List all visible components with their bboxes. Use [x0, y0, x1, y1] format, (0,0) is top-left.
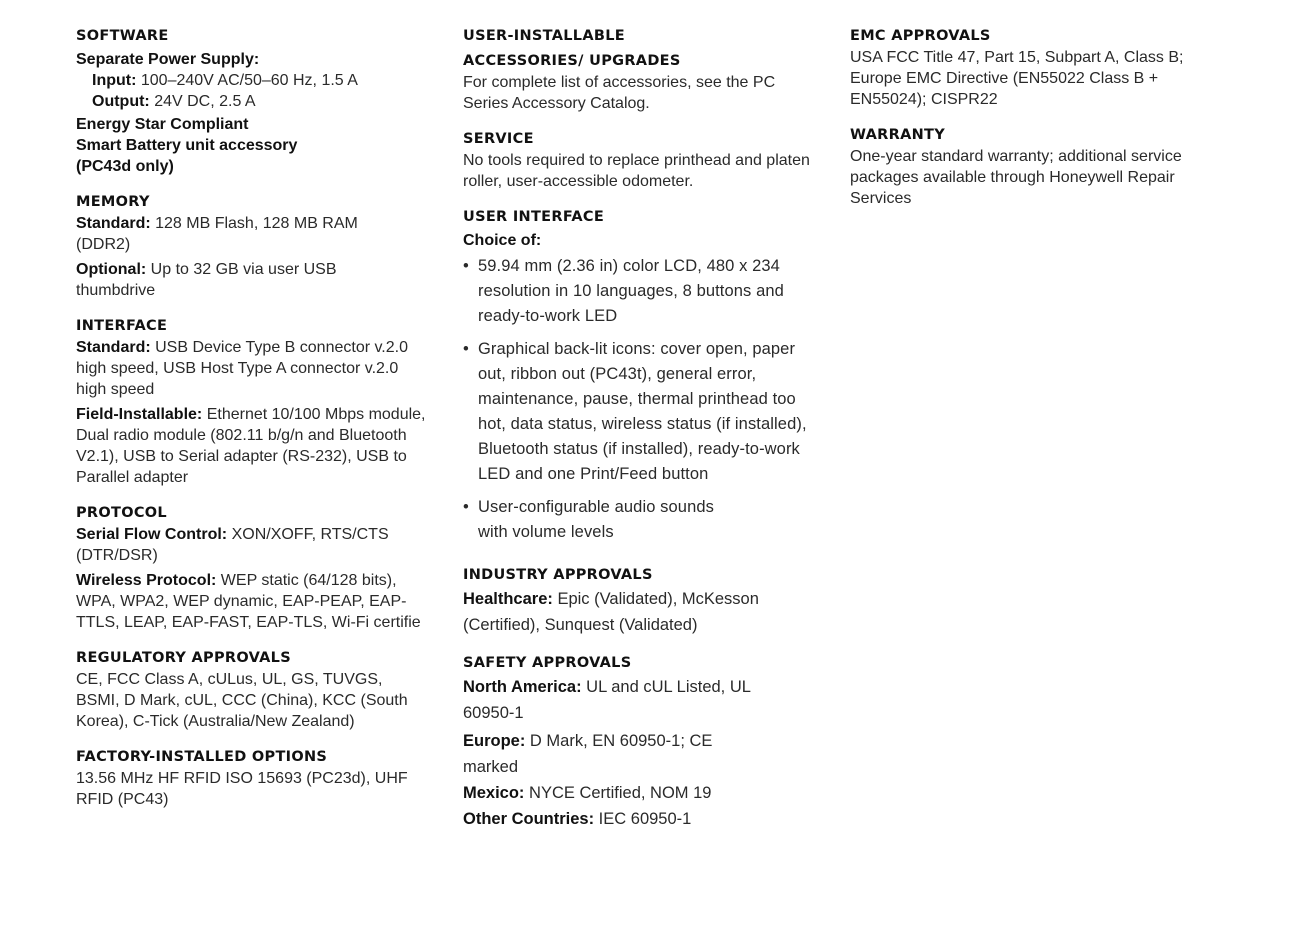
- list-item: [463, 254, 793, 329]
- memory-standard: [76, 213, 366, 255]
- regulatory-section: [76, 648, 446, 732]
- europe-spec: [463, 728, 718, 780]
- factory-section: [76, 747, 446, 810]
- interface-standard-value: USB Device Type B connector v.2.0 high speed, USB Host Type A connector v.2.0 high speed: [76, 339, 408, 398]
- warranty-heading: WARRANTY: [850, 127, 946, 143]
- output-value: 24V DC, 2.5 A: [149, 93, 256, 110]
- serial-flow-value: XON/XOFF, RTS/CTS (DTR/DSR): [76, 526, 389, 564]
- other-countries-value: IEC 60950-1: [594, 810, 692, 828]
- battery-line-1: Smart Battery unit accessory: [76, 137, 298, 154]
- battery-line-2: (PC43d only): [76, 158, 174, 175]
- choice-of-label: Choice of:: [463, 232, 542, 249]
- interface-standard-label: Standard:: [76, 339, 151, 356]
- interface-field: [76, 404, 431, 488]
- regulatory-text: CE, FCC Class A, cULus, UL, GS, TUVGS, BSMI, D Mark, cUL, CCC (China), KCC (South Korea), C-Tick (Australia/New Zealand): [76, 671, 408, 730]
- north-america-value: UL and cUL Listed, UL 60950-1: [463, 678, 751, 722]
- memory-standard-label: Standard:: [76, 215, 151, 232]
- memory-heading: MEMORY: [76, 194, 150, 210]
- memory-optional-label: Optional:: [76, 261, 147, 278]
- other-countries-label: Other Countries:: [463, 810, 595, 828]
- other-countries-spec: [463, 806, 833, 832]
- bullet-icon: •: [463, 257, 469, 275]
- serial-flow: [76, 524, 436, 566]
- list-item: [463, 337, 823, 487]
- output-spec: [76, 91, 446, 112]
- interface-section: [76, 316, 446, 488]
- wireless-protocol-label: Wireless Protocol:: [76, 572, 217, 589]
- user-interface-section: [463, 207, 833, 545]
- ui-item-1: 59.94 mm (2.36 in) color LCD, 480 x 234 resolution in 10 languages, 8 buttons and ready-to-work LED: [478, 257, 784, 325]
- memory-section: [76, 192, 446, 301]
- protocol-section: [76, 503, 446, 633]
- interface-field-value: Ethernet 10/100 Mbps module, Dual radio module (802.11 b/g/n and Bluetooth V2.1), USB to Serial adapter (RS-232), USB to Parallel adapter: [76, 406, 426, 486]
- emc-section: [850, 26, 1230, 110]
- europe-label: Europe:: [463, 732, 526, 750]
- interface-standard: [76, 337, 416, 400]
- regulatory-heading: REGULATORY APPROVALS: [76, 650, 291, 666]
- column-right: [850, 26, 1230, 224]
- wireless-protocol: [76, 570, 426, 633]
- software-heading: SOFTWARE: [76, 28, 169, 44]
- safety-section: [463, 653, 833, 832]
- column-middle: [463, 26, 833, 847]
- factory-text: 13.56 MHz HF RFID ISO 15693 (PC23d), UHF RFID (PC43): [76, 770, 408, 808]
- warranty-section: [850, 125, 1230, 209]
- bullet-icon: •: [463, 340, 469, 358]
- protocol-heading: PROTOCOL: [76, 505, 167, 521]
- list-item: [463, 495, 733, 545]
- output-label: Output:: [92, 93, 150, 110]
- power-supply-label: Separate Power Supply:: [76, 51, 260, 68]
- input-spec: [76, 70, 446, 91]
- accessories-section: [463, 26, 833, 114]
- software-section: [76, 26, 446, 177]
- north-america-spec: [463, 674, 763, 726]
- healthcare-label: Healthcare:: [463, 590, 553, 608]
- safety-heading: SAFETY APPROVALS: [463, 655, 632, 671]
- factory-heading: FACTORY-INSTALLED OPTIONS: [76, 749, 328, 765]
- wireless-protocol-value: WEP static (64/128 bits), WPA, WPA2, WEP dynamic, EAP-PEAP, EAP- TTLS, LEAP, EAP-FAST, EAP-TLS, Wi-Fi certifie: [76, 572, 421, 631]
- memory-standard-value: 128 MB Flash, 128 MB RAM (DDR2): [76, 215, 358, 253]
- interface-field-label: Field-Installable:: [76, 406, 203, 423]
- bullet-icon: •: [463, 498, 469, 516]
- accessories-text: For complete list of accessories, see the PC Series Accessory Catalog.: [463, 74, 776, 112]
- serial-flow-label: Serial Flow Control:: [76, 526, 228, 543]
- accessories-heading-line-2: ACCESSORIES/ UPGRADES: [463, 53, 681, 69]
- service-text: No tools required to replace printhead and platen roller, user-accessible odometer.: [463, 152, 810, 190]
- ui-item-2: Graphical back-lit icons: cover open, paper out, ribbon out (PC43t), general error, maintenance, pause, thermal printhead too hot, data status, wireless status (if installed), Bluetooth status (if installed), ready-to-work LED and one Print/Feed button: [478, 340, 807, 483]
- industry-heading: INDUSTRY APPROVALS: [463, 567, 653, 583]
- mexico-spec: [463, 780, 833, 806]
- accessories-heading-line-1: USER-INSTALLABLE: [463, 28, 625, 44]
- memory-optional-value: Up to 32 GB via user USB thumbdrive: [76, 261, 337, 299]
- emc-heading: EMC APPROVALS: [850, 28, 991, 44]
- healthcare-value: Epic (Validated), McKesson (Certified), Sunquest (Validated): [463, 590, 759, 634]
- energy-star: Energy Star Compliant: [76, 116, 249, 133]
- warranty-text: One-year standard warranty; additional service packages available through Honeywell Repair Services: [850, 148, 1182, 207]
- industry-section: [463, 565, 833, 638]
- memory-optional: [76, 259, 346, 301]
- mexico-label: Mexico:: [463, 784, 525, 802]
- ui-item-3: User-configurable audio sounds with volume levels: [478, 498, 714, 541]
- north-america-label: North America:: [463, 678, 582, 696]
- europe-value: D Mark, EN 60950-1; CE marked: [463, 732, 713, 776]
- healthcare-spec: [463, 586, 803, 638]
- emc-text: USA FCC Title 47, Part 15, Subpart A, Class B; Europe EMC Directive (EN55022 Class B + EN55024); CISPR22: [850, 49, 1184, 108]
- interface-heading: INTERFACE: [76, 318, 168, 334]
- column-left: [76, 26, 446, 825]
- service-section: [463, 129, 833, 192]
- user-interface-heading: USER INTERFACE: [463, 209, 605, 225]
- mexico-value: NYCE Certified, NOM 19: [524, 784, 712, 802]
- service-heading: SERVICE: [463, 131, 534, 147]
- input-value: 100–240V AC/50–60 Hz, 1.5 A: [136, 72, 358, 89]
- input-label: Input:: [92, 72, 137, 89]
- user-interface-list: [463, 254, 833, 545]
